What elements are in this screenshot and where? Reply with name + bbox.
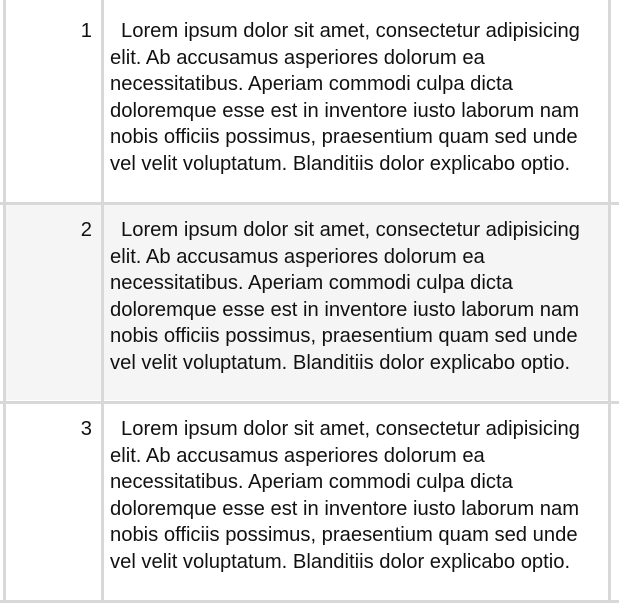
row-index: 1 [80,20,92,42]
row-divider [0,600,619,603]
row-index: 2 [80,219,92,241]
row-index: 3 [80,418,92,440]
table-row [6,205,608,400]
row-text: Lorem ipsum dolor sit amet, consectetur adipisicing elit. Ab accusamus asperiores dolorum ea necessitatibus. Aperiam commodi culpa dicta doloremque esse est in inventore iusto laborum nam nobis officiis possimus, praesentium quam sed unde vel velit voluptatum. Blanditiis dolor explicabo optio. [110,20,580,175]
row-divider [0,202,619,205]
column-divider [608,0,611,603]
row-text: Lorem ipsum dolor sit amet, consectetur adipisicing elit. Ab accusamus asperiores dolorum ea necessitatibus. Aperiam commodi culpa dicta doloremque esse est in inventore iusto laborum nam nobis officiis possimus, praesentium quam sed unde vel velit voluptatum. Blanditiis dolor explicabo optio. [110,418,580,573]
row-text: Lorem ipsum dolor sit amet, consectetur adipisicing elit. Ab accusamus asperiores dolorum ea necessitatibus. Aperiam commodi culpa dicta doloremque esse est in inventore iusto laborum nam nobis officiis possimus, praesentium quam sed unde vel velit voluptatum. Blanditiis dolor explicabo optio. [110,219,580,374]
row-divider [0,401,619,404]
column-divider [3,0,6,603]
table-row [6,404,608,599]
table-row [6,6,608,201]
column-divider [101,0,104,603]
